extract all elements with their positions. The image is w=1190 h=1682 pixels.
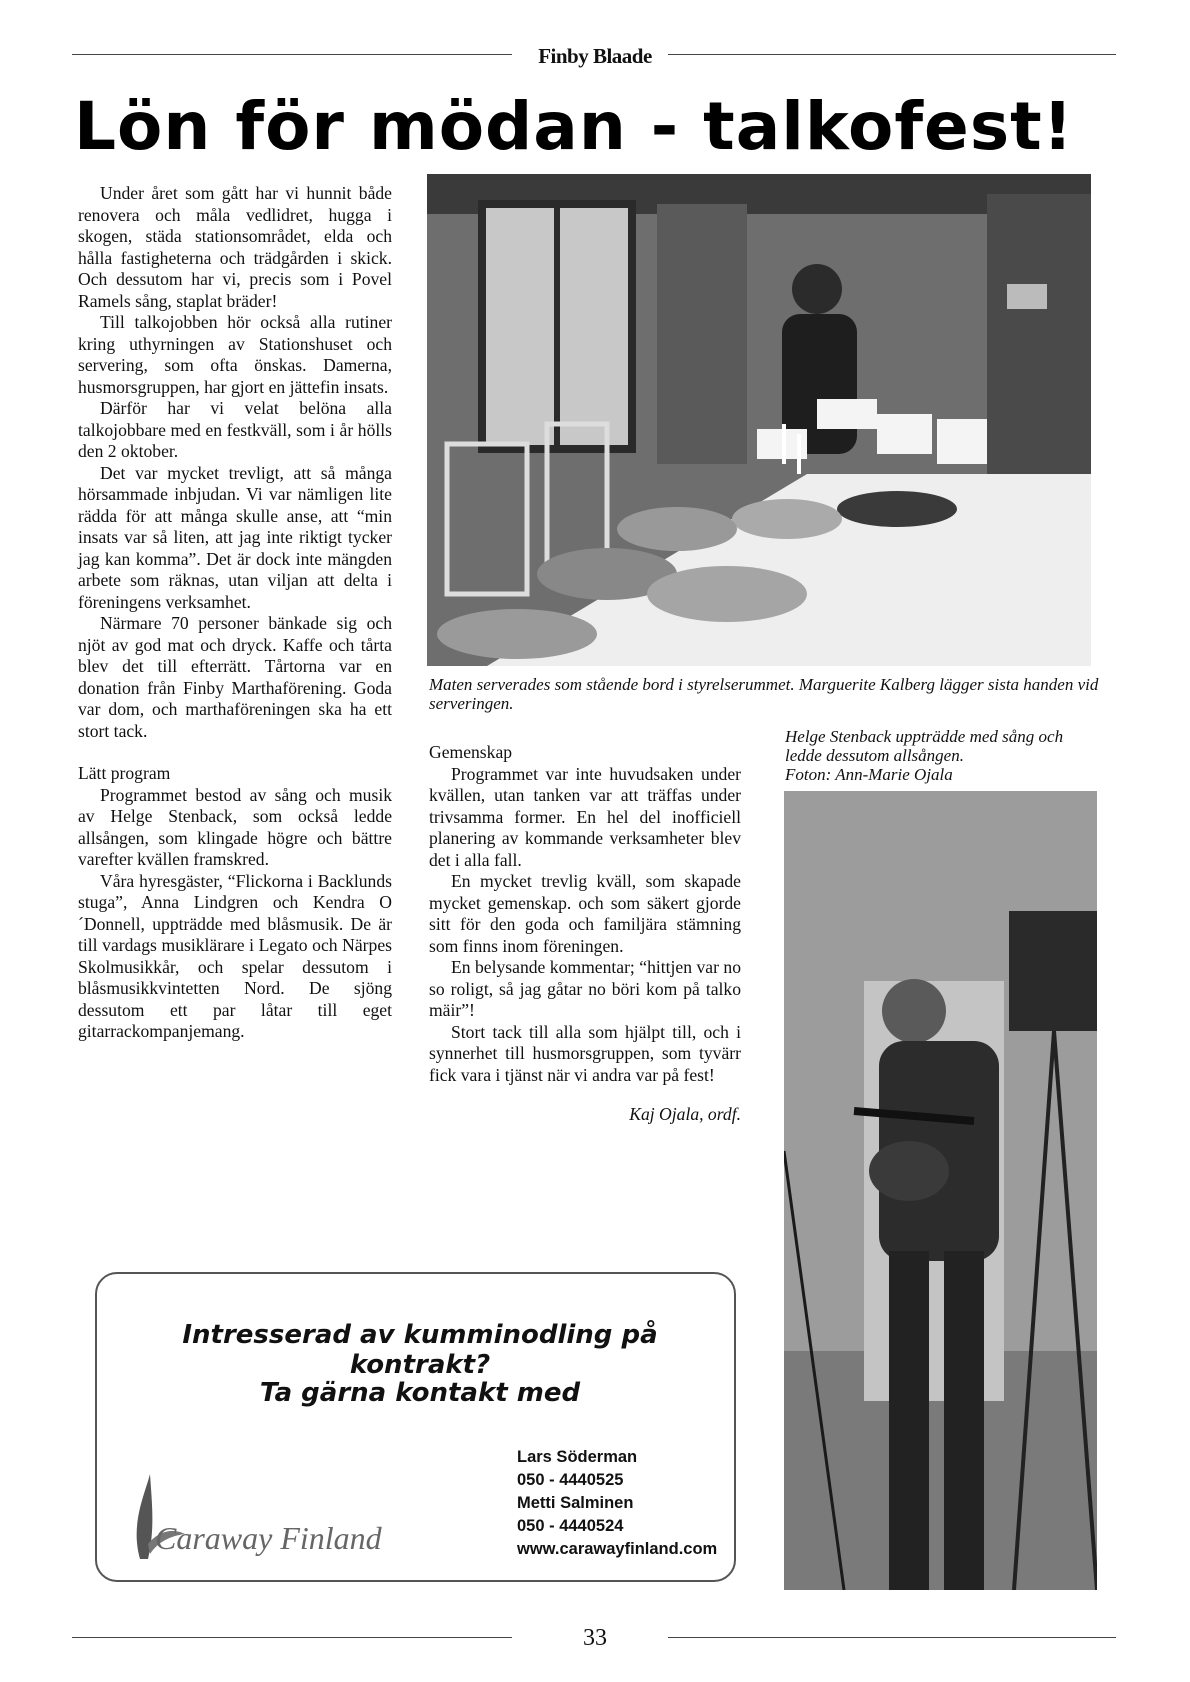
- publication-title: Finby Blaade: [538, 44, 652, 68]
- ad-headline: Intresserad av kumminodling på kontrakt?: [182, 1320, 658, 1380]
- footer-rule-left: [72, 1637, 512, 1638]
- footer-rule-right: [668, 1637, 1116, 1638]
- section-heading: Lätt program: [78, 763, 171, 783]
- paragraph: Stort tack till alla som hjälpt till, och i synnerhet till husmorsgruppen, som tyvärr fick vara i tjänst när vi andra var på fest!: [429, 1021, 741, 1085]
- page-number: 33: [583, 1625, 607, 1651]
- article-column-1: [78, 183, 392, 1043]
- signature: Kaj Ojala, ordf.: [629, 1104, 741, 1124]
- singer-photo: [784, 791, 1097, 1590]
- header-rule-left: [72, 54, 512, 55]
- paragraph: En mycket trevlig kväll, som skapade mycket gemenskap. och som säkert gjorde sitt för den goda och familjära stämning som finns inom föreningen.: [429, 871, 741, 956]
- singer-photo-caption: [785, 727, 1095, 784]
- contact-name: Metti Salminen: [517, 1494, 634, 1512]
- article-column-2: [429, 742, 741, 1126]
- photo-credit: Foton: Ann-Marie Ojala: [785, 765, 953, 784]
- paragraph: Programmet var inte huvudsaken under kvällen, utan tanken var att träffas under trivsamma former. En hel del inofficiell planering av kommande verksamheter blev det i alla fall.: [429, 763, 741, 870]
- paragraph: Till talkojobben hör också alla rutiner kring uthyrningen av Stationshuset och servering, som ofta önskas. Damerna, husmorsgruppen, har gjort en jättefin insats.: [78, 312, 392, 397]
- caraway-logo-text: Caraway Finland: [155, 1520, 382, 1556]
- buffet-photo-illustration: [427, 174, 1091, 666]
- ad-contacts: [517, 1446, 717, 1561]
- buffet-photo-caption: Maten serverades som stående bord i styrelserummet. Marguerite Kalberg lägger sista handen vid serveringen.: [429, 675, 1099, 713]
- paragraph: Under året som gått har vi hunnit både renovera och måla vedlidret, hugga i skogen, städa stationsområdet, elda och hålla fastigheterna och trädgården i skick. Och dessutom har vi, precis som i Povel Ramels sång, staplat bräder!: [78, 183, 392, 311]
- contact-phone: 050 - 4440525: [517, 1471, 624, 1489]
- paragraph: Våra hyresgäster, “Flickorna i Backlunds stuga”, Anna Lindgren och Kendra O´Donnell, uppträdde med blåsmusik. De är till vardags musiklärare i Legato och Närpes Skolmusikkår, och spelar dessutom i blåsmusikkvintetten Nord. De sjöng dessutom ett par låtar till eget gitarrackompanjemang.: [78, 870, 392, 1041]
- header-rule-right: [668, 54, 1116, 55]
- paragraph: En belysande kommentar; “hittjen var no so roligt, så jag gåtar no böri kom på talko mäir”!: [429, 957, 741, 1020]
- paragraph: Därför har vi velat belöna alla talkojobbare med en festkväll, som i år hölls den 2 oktober.: [78, 398, 392, 461]
- paragraph: Det var mycket trevligt, att så många hörsammade inbjudan. Vi var nämligen lite rädda för att många skulle anse, att “min insats var så liten, att jag inte riktigt tycker jag kan komma”. Det är dock inte mängden arbete som räknas, utan viljan att delta i föreningens verksamhet.: [78, 462, 392, 612]
- paragraph: Programmet bestod av sång och musik av Helge Stenback, som också ledde allsången, som klingade högre och bättre varefter kvällen framskred.: [78, 784, 392, 869]
- singer-photo-illustration: [784, 791, 1097, 1590]
- section-heading: Gemenskap: [429, 742, 513, 762]
- buffet-photo: [427, 174, 1091, 666]
- ad-subline: Ta gärna kontakt med: [259, 1378, 581, 1408]
- contact-phone: 050 - 4440524: [517, 1517, 624, 1535]
- singer-caption-text: Helge Stenback uppträdde med sång och ledde dessutom allsången.: [785, 727, 1064, 765]
- paragraph: Närmare 70 personer bänkade sig och njöt av god mat och dryck. Kaffe och tårta blev det till efterrätt. Tårtorna var en donation från Finby Marthaförening. Goda var dom, och marthaföreningen ska ha ett stort tack.: [78, 613, 392, 741]
- contact-name: Lars Söderman: [517, 1448, 638, 1466]
- article-headline: Lön för mödan - talkofest!: [74, 88, 1074, 165]
- ad-website-link[interactable]: www.carawayfinland.com: [517, 1540, 718, 1558]
